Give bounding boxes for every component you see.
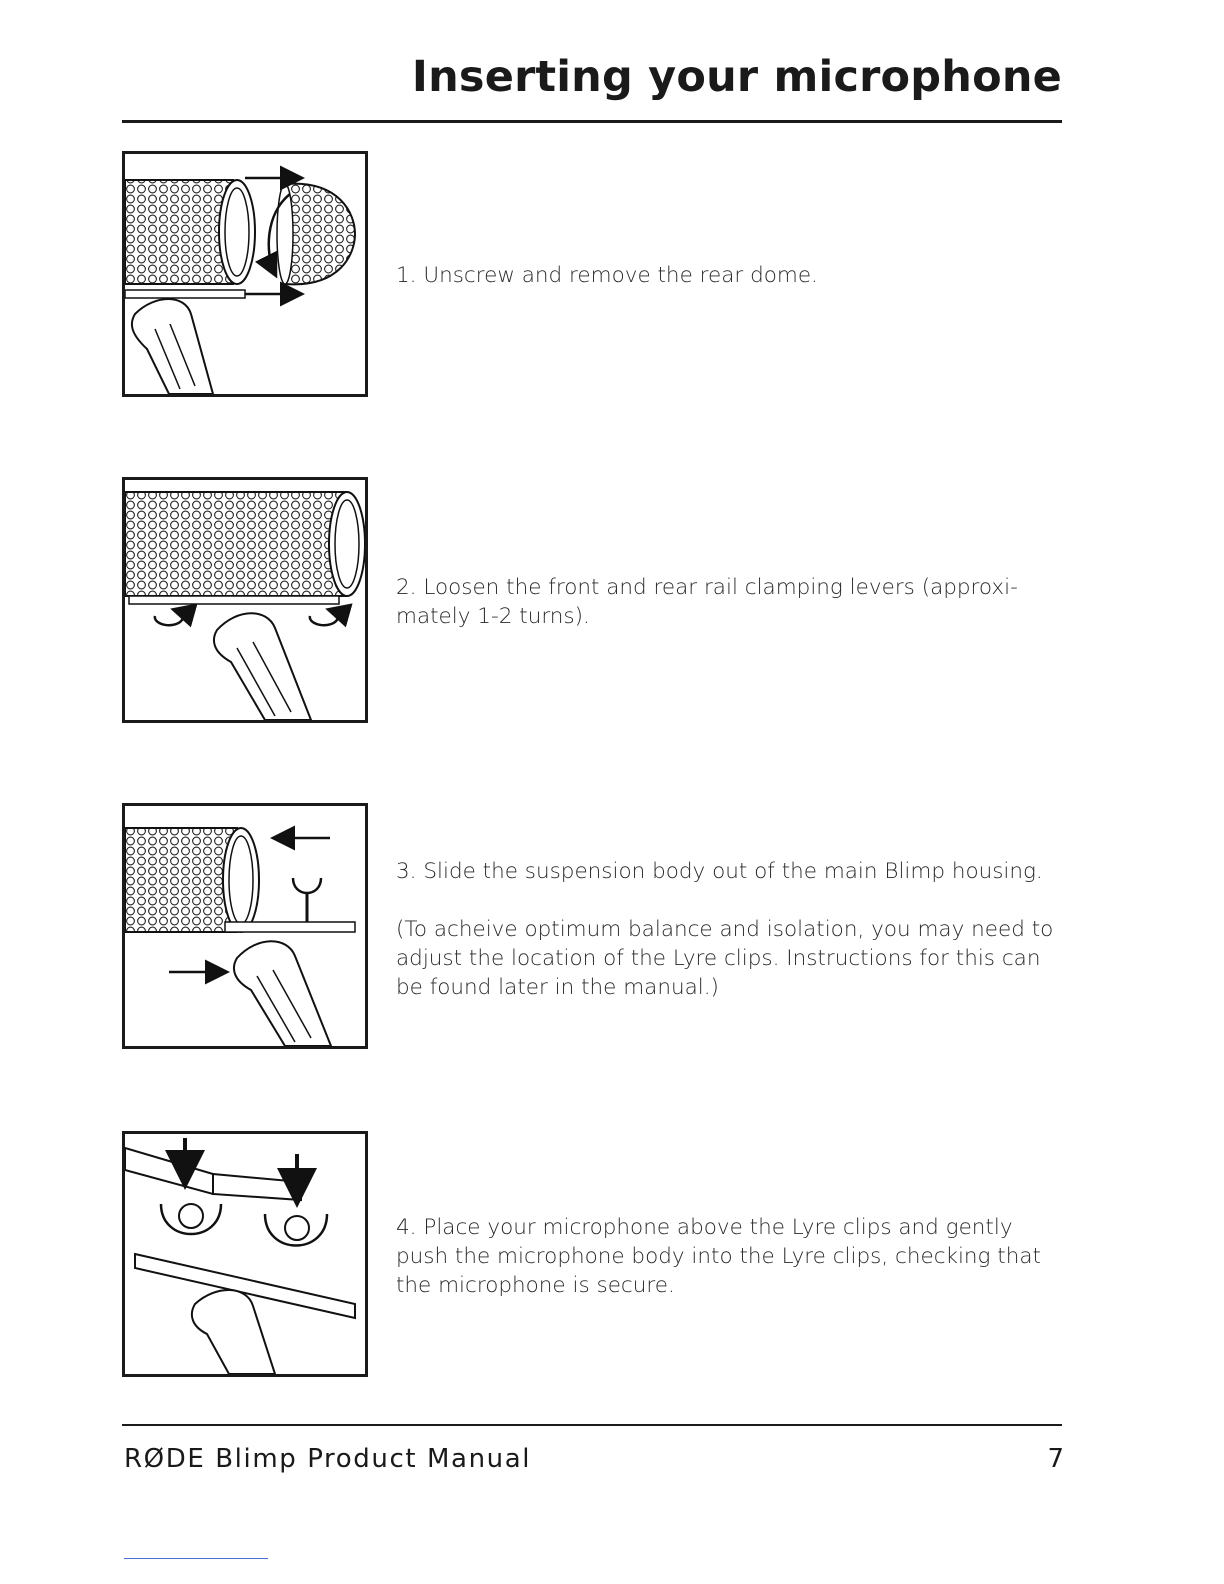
step-3-paragraph: 3. Slide the suspension body out of the main Blimp housing.: [396, 859, 1043, 884]
step-3-text: [396, 857, 1056, 1002]
page-title: Inserting your microphone: [411, 52, 1062, 102]
step-2-paragraph: 2. Loosen the front and rear rail clamping levers (approxi-mately 1-2 turns).: [396, 575, 1018, 629]
footer-divider: [122, 1424, 1062, 1426]
step-3-note: (To acheive optimum balance and isolation, you may need to adjust the location of the Lyre clips. Instructions for this can be found later in the manual.): [396, 917, 1054, 1000]
step-4-illustration: [122, 1131, 368, 1377]
step-1-paragraph: 1. Unscrew and remove the rear dome.: [396, 263, 818, 288]
step-4-paragraph: 4. Place your microphone above the Lyre clips and gently push the microphone body into the Lyre clips, checking that the microphone is secure.: [396, 1215, 1041, 1298]
page-number: 7: [1047, 1444, 1064, 1474]
footer-manual-name: RØDE Blimp Product Manual: [124, 1444, 532, 1474]
title-divider: [122, 120, 1062, 123]
step-1-text: [396, 261, 1056, 290]
step-4-text: [396, 1213, 1056, 1300]
step-2-illustration: [122, 477, 368, 723]
step-2-text: [396, 573, 1056, 631]
step-3-illustration: [122, 803, 368, 1049]
step-1-illustration: [122, 151, 368, 397]
link-underline: [124, 1558, 268, 1559]
